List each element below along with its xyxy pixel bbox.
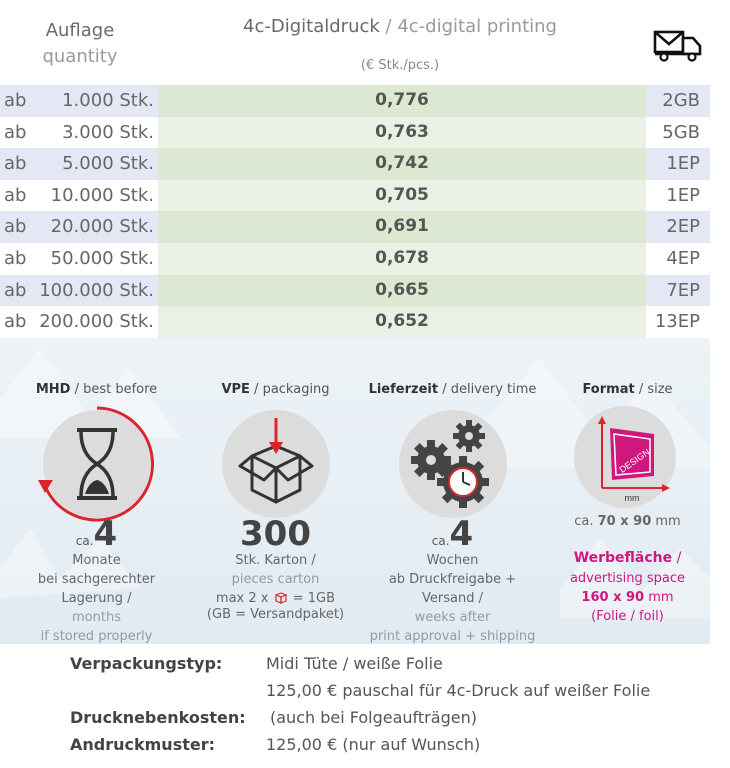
- row-shipping: 2EP: [666, 216, 700, 238]
- delivery-time-title: [365, 382, 540, 397]
- proof-value: 125,00 € (nur auf Wunsch): [266, 735, 481, 754]
- print-cost-note: (auch bei Folgeaufträgen): [270, 708, 477, 727]
- print-cost-value: 125,00 € pauschal für 4c-Druck auf weißer Folie: [266, 681, 651, 700]
- packaging-number: 300: [240, 514, 311, 554]
- advertising-space-title-de: Werbefläche: [573, 550, 673, 566]
- row-price: 0,665: [375, 279, 429, 300]
- row-prefix: ab: [4, 90, 27, 111]
- best-before-number: 4: [93, 514, 118, 554]
- packaging-legend: (GB = Versandpaket): [206, 607, 345, 622]
- table-header: [0, 0, 710, 85]
- packaging-unit: Stk. Karton /: [235, 553, 316, 568]
- best-before-unit-en: months: [72, 610, 121, 625]
- table-row: [0, 275, 710, 307]
- row-prefix: ab: [4, 153, 27, 175]
- delivery-time-title-de: Lieferzeit: [368, 382, 439, 397]
- advertising-space-size-unit: mm: [644, 590, 674, 605]
- order-details: [0, 644, 730, 768]
- advertising-space-sep: /: [672, 550, 682, 566]
- quantity-header: [30, 18, 130, 70]
- format-icon: [574, 406, 676, 508]
- packaging-title: [188, 382, 363, 397]
- best-before-unit: Monate: [72, 553, 121, 568]
- product-info-panel: [0, 338, 710, 644]
- advertising-space-note: (Folie / foil): [591, 609, 664, 624]
- format-title-de: Format: [582, 382, 635, 397]
- row-shipping: 1EP: [666, 184, 700, 206]
- table-row: [0, 180, 710, 212]
- gears-clock-icon: [399, 410, 507, 518]
- row-price: 0,705: [375, 184, 429, 205]
- format-size-value: 70 x 90: [597, 514, 652, 529]
- format-title: [540, 382, 715, 397]
- best-before-condition-en: if stored properly: [40, 629, 153, 644]
- best-before-value: [9, 514, 184, 554]
- row-prefix: ab: [4, 311, 27, 333]
- row-shipping: 2GB: [662, 90, 700, 111]
- delivery-time-title-en: / delivery time: [438, 382, 537, 397]
- truck-mail-icon: [652, 28, 702, 62]
- packaging-type-value: Midi Tüte / weiße Folie: [266, 654, 443, 673]
- delivery-time-ca: ca.: [431, 534, 450, 548]
- price-table: [0, 85, 710, 338]
- delivery-time-number: 4: [449, 514, 474, 554]
- print-cost-label: Drucknebenkosten:: [70, 708, 246, 727]
- row-quantity: 1.000 Stk.: [62, 90, 154, 111]
- best-before-condition: bei sachgerechter Lagerung /: [37, 572, 156, 606]
- row-quantity: 5.000 Stk.: [62, 153, 154, 175]
- row-quantity: 50.000 Stk.: [50, 247, 154, 269]
- packaging-max: [188, 589, 363, 608]
- print-header-sep: /: [379, 16, 398, 37]
- packaging-title-en: / packaging: [249, 382, 330, 397]
- row-shipping: 4EP: [666, 247, 700, 269]
- row-quantity: 10.000 Stk.: [50, 184, 154, 206]
- row-price: 0,776: [375, 90, 429, 110]
- row-price: 0,652: [375, 311, 429, 332]
- table-row: [0, 117, 710, 149]
- packaging-type-label: Verpackungstyp:: [70, 654, 223, 673]
- small-box-icon: [273, 590, 289, 604]
- packaging-title-de: VPE: [221, 382, 250, 397]
- delivery-time-unit: Wochen: [426, 553, 479, 568]
- packaging-unit-en: pieces carton: [231, 572, 320, 587]
- format-size: [540, 512, 715, 531]
- delivery-time-condition-en: print approval + shipping: [369, 629, 536, 644]
- table-row: [0, 211, 710, 243]
- row-shipping: 5GB: [662, 121, 700, 143]
- format-size-prefix: ca.: [574, 514, 598, 529]
- advertising-space-title: [540, 548, 715, 569]
- row-price: 0,763: [375, 121, 429, 142]
- packaging-max-unit: = 1GB: [292, 591, 336, 606]
- row-price: 0,691: [375, 216, 429, 237]
- table-row: [0, 148, 710, 180]
- row-quantity: 3.000 Stk.: [62, 121, 154, 143]
- delivery-time-condition: ab Druckfreigabe + Versand /: [388, 572, 517, 606]
- delivery-time-unit-en: weeks after: [414, 610, 491, 625]
- row-prefix: ab: [4, 184, 27, 206]
- row-shipping: 13EP: [654, 311, 700, 333]
- table-row: [0, 306, 710, 338]
- print-header-de: 4c-Digitaldruck: [243, 16, 380, 37]
- advertising-space-size-value: 160 x 90: [581, 590, 645, 605]
- format-size-unit: mm: [651, 514, 681, 529]
- format-title-en: / size: [634, 382, 673, 397]
- print-header: [160, 16, 640, 37]
- table-row: [0, 85, 710, 117]
- row-price: 0,742: [375, 153, 429, 174]
- row-shipping: 7EP: [666, 279, 700, 301]
- box-icon: [222, 410, 330, 518]
- print-header-en: 4c-digital printing: [397, 16, 557, 37]
- best-before-ca: ca.: [75, 534, 94, 548]
- packaging-max-count: max 2 x: [215, 591, 269, 606]
- delivery-time-value: [365, 514, 540, 554]
- row-prefix: ab: [4, 247, 27, 269]
- row-quantity: 20.000 Stk.: [50, 216, 154, 238]
- row-prefix: ab: [4, 279, 27, 301]
- row-shipping: 1EP: [666, 153, 700, 175]
- quantity-header-de: Auflage: [45, 20, 115, 41]
- advertising-space-size: [540, 588, 715, 607]
- advertising-space-title-en: advertising space: [569, 571, 686, 586]
- proof-label: Andruckmuster:: [70, 735, 216, 754]
- table-row: [0, 243, 710, 275]
- format-design-text: DESIGN: [617, 446, 652, 475]
- row-price: 0,678: [375, 247, 429, 268]
- row-quantity: 100.000 Stk.: [39, 279, 154, 301]
- row-prefix: ab: [4, 121, 27, 143]
- price-unit: (€ Stk./pcs.): [360, 58, 440, 73]
- best-before-title: [9, 382, 184, 397]
- row-prefix: ab: [4, 216, 27, 238]
- quantity-header-en: quantity: [42, 46, 118, 67]
- best-before-title-de: MHD: [35, 382, 71, 397]
- best-before-title-en: / best before: [70, 382, 158, 397]
- format-mm-text: mm: [624, 493, 640, 503]
- row-quantity: 200.000 Stk.: [39, 311, 154, 333]
- hourglass-icon: [33, 400, 161, 528]
